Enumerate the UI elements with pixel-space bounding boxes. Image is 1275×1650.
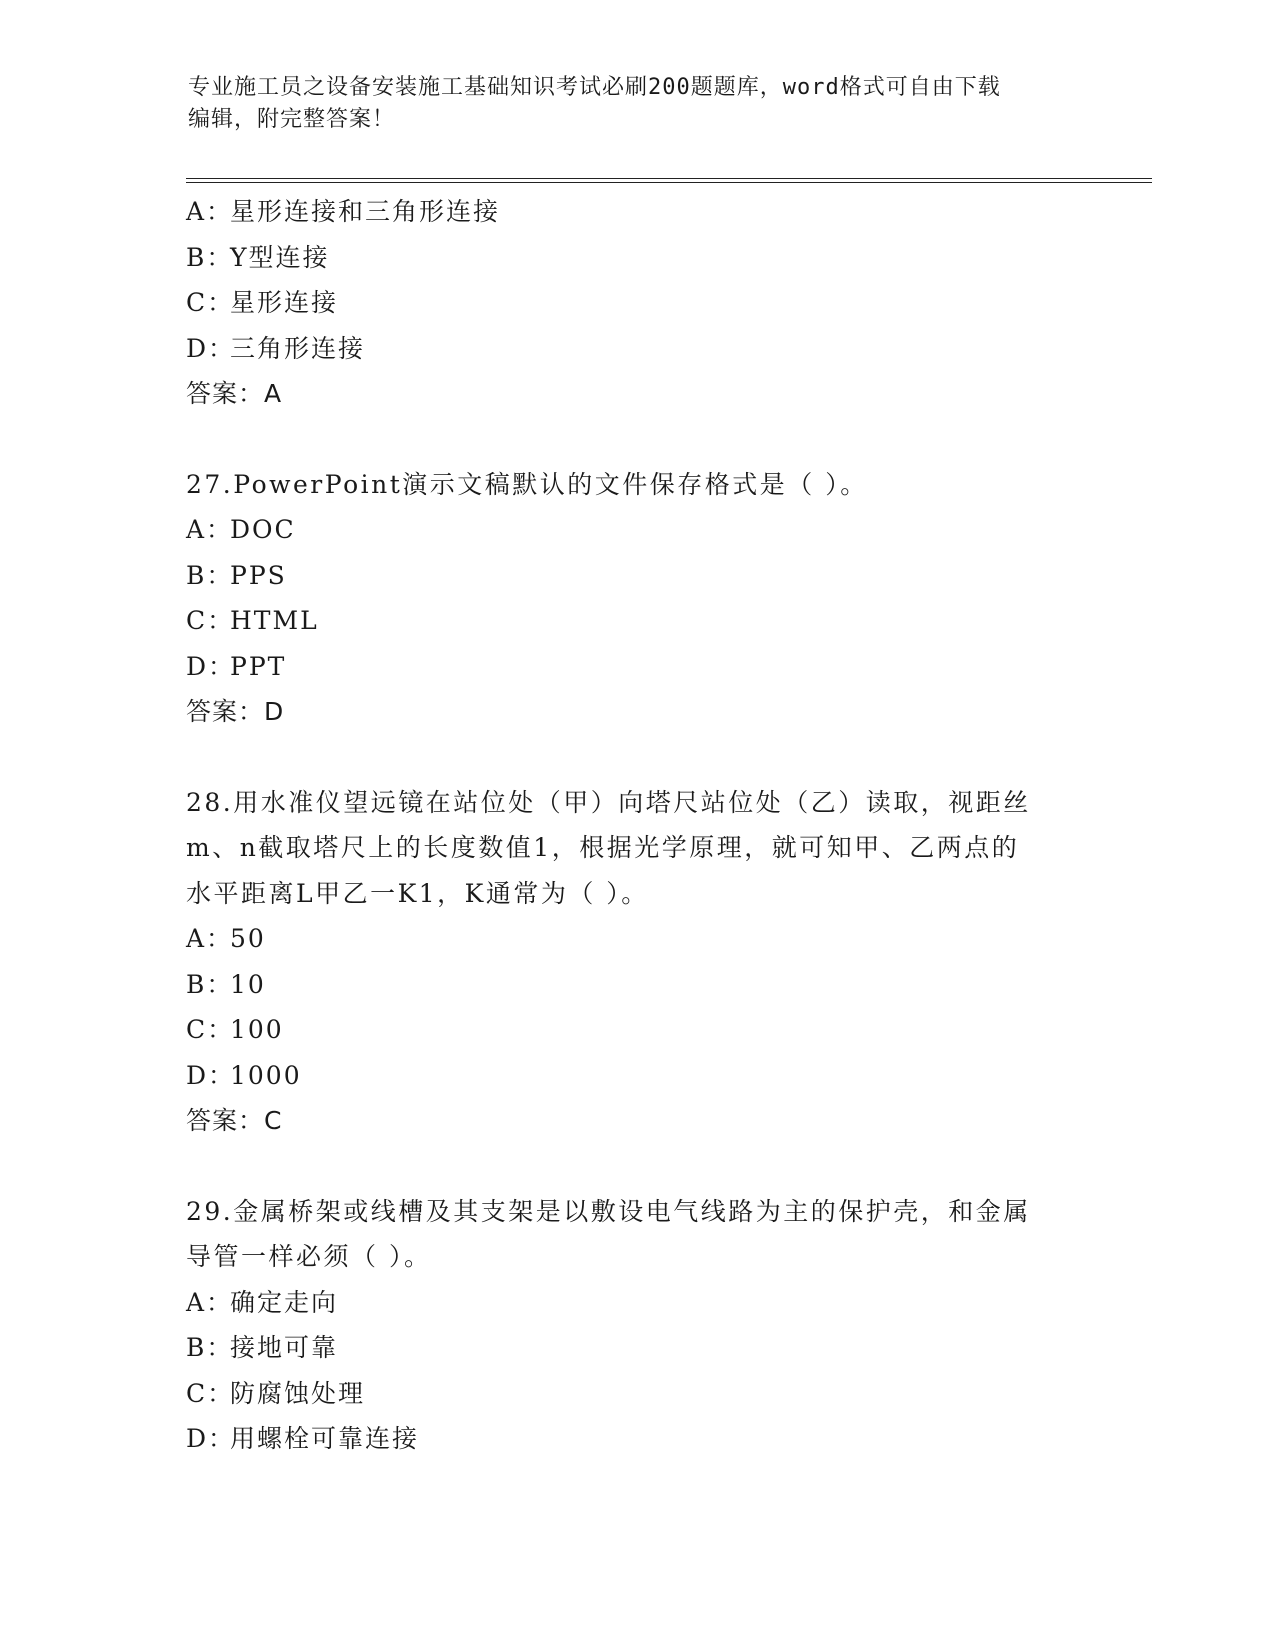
option-d: D：用螺栓可靠连接 xyxy=(186,1424,420,1453)
answer-line: 答案：D xyxy=(186,697,285,726)
spacer xyxy=(186,417,1086,462)
option-c: C：100 xyxy=(186,1015,284,1044)
option-b: B：Y型连接 xyxy=(186,242,330,272)
option-d: D：PPT xyxy=(186,651,287,681)
option-c: C：HTML xyxy=(186,606,319,635)
question-text: 导管一样必须（ ）。 xyxy=(186,1242,432,1271)
option-b: B：PPS xyxy=(186,560,287,590)
option-a: A：星形连接和三角形连接 xyxy=(186,197,501,226)
option-a: A：50 xyxy=(186,924,266,953)
spacer xyxy=(186,735,1086,780)
document-header xyxy=(188,72,1088,136)
question-block-27 xyxy=(186,462,1086,735)
option-c: C：星形连接 xyxy=(186,288,339,317)
option-b: B：接地可靠 xyxy=(186,1333,339,1362)
question-block-28 xyxy=(186,780,1086,1144)
option-d: D：1000 xyxy=(186,1060,302,1090)
question-text: 28.用水准仪望远镜在站位处（甲）向塔尺站位处（乙）读取，视距丝 xyxy=(186,787,1031,817)
header-divider-top xyxy=(186,178,1152,179)
question-text: 27.PowerPoint演示文稿默认的文件保存格式是（ ）。 xyxy=(186,469,868,499)
option-c: C：防腐蚀处理 xyxy=(186,1378,366,1408)
question-block-previous xyxy=(186,189,1086,417)
header-line-1: 专业施工员之设备安装施工基础知识考试必刷200题题库，word格式可自由下载 xyxy=(188,75,1001,100)
question-text: m、n截取塔尺上的长度数值1，根据光学原理，就可知甲、乙两点的 xyxy=(186,833,1020,862)
question-text: 水平距离L甲乙一K1，K通常为（ ）。 xyxy=(186,878,649,908)
option-a: A：DOC xyxy=(186,515,296,544)
question-block-29 xyxy=(186,1189,1086,1462)
question-list xyxy=(186,189,1086,1462)
spacer xyxy=(186,1144,1086,1189)
option-a: A：确定走向 xyxy=(186,1287,339,1317)
header-line-2: 编辑，附完整答案！ xyxy=(188,107,396,132)
option-b: B：10 xyxy=(186,969,266,999)
answer-line: 答案：A xyxy=(186,379,283,408)
option-d: D：三角形连接 xyxy=(186,333,366,363)
header-divider-bottom xyxy=(186,182,1152,183)
question-text: 29.金属桥架或线槽及其支架是以敷设电气线路为主的保护壳，和金属 xyxy=(186,1196,1031,1226)
answer-line: 答案：C xyxy=(186,1106,283,1135)
